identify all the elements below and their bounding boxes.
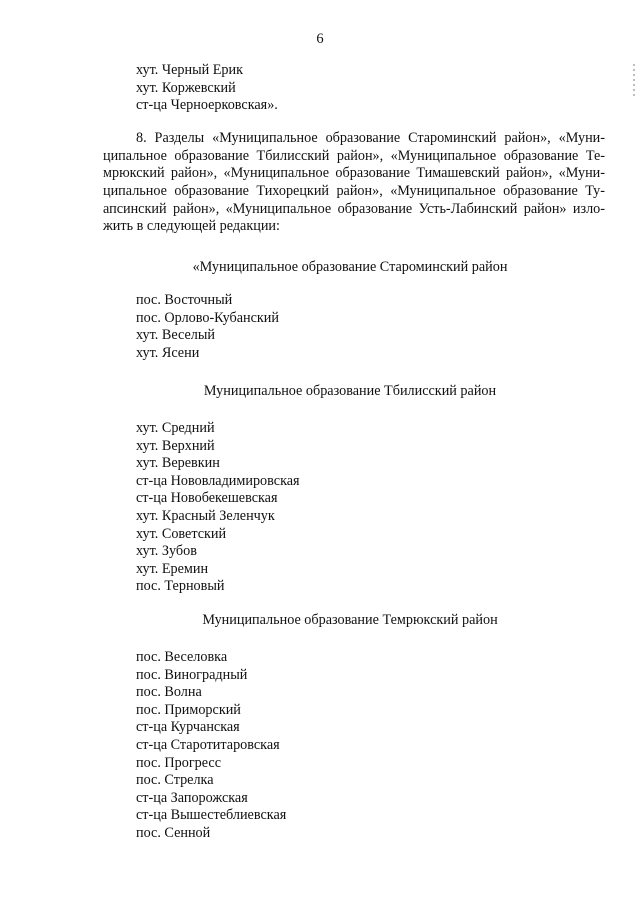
page-number: 6 (316, 31, 324, 47)
paragraph-line: ципальное образование Тбилисский район», «Муниципальное образование Те- (103, 147, 605, 164)
list-item: пос. Стрелка (136, 772, 214, 789)
list-item: пос. Веселовка (136, 649, 228, 665)
paragraph-line: 8. Разделы «Муниципальное образование Староминский район», «Муни- (136, 130, 605, 146)
margin-marks (633, 64, 636, 108)
list-item: хут. Ясени (136, 344, 200, 361)
list-item: ст-ца Курчанская (136, 719, 240, 736)
list-item: пос. Виноградный (136, 666, 248, 683)
list-item: пос. Сенной (136, 824, 211, 841)
list-item: хут. Черный Ерик (136, 62, 243, 78)
paragraph-line: апсинский район», «Муниципальное образование Усть-Лабинский район» изло- (103, 200, 605, 217)
list-item: ст-ца Нововладимировская (136, 472, 300, 489)
list-item: ст-ца Новобекешевская (136, 490, 278, 507)
list-item: пос. Прогресс (136, 754, 222, 771)
settlement-list-temryuksky (136, 649, 286, 843)
paragraph-line: ципальное образование Тихорецкий район», «Муниципальное образование Ту- (103, 183, 605, 200)
list-item: хут. Верхний (136, 437, 215, 454)
list-item: ст-ца Старотитаровская (136, 736, 280, 753)
section-heading-tbilissky: Муниципальное образование Тбилисский район (203, 383, 497, 399)
list-item: ст-ца Запорожская (136, 789, 248, 806)
list-item: пос. Терновый (136, 578, 225, 595)
list-item: хут. Еремин (136, 560, 209, 577)
list-item: пос. Восточный (136, 292, 233, 308)
amendment-paragraph (103, 130, 605, 236)
list-item: хут. Веревкин (136, 455, 220, 472)
list-item: ст-ца Вышестеблиевская (136, 807, 287, 824)
paragraph-line: мрюкский район», «Муниципальное образование Тимашевский район», «Муни- (103, 165, 605, 182)
list-item: ст-ца Черноерковская». (136, 97, 278, 114)
list-item: хут. Красный Зеленчук (136, 507, 275, 524)
list-item: хут. Советский (136, 525, 227, 542)
section-heading-starominsky: «Муниципальное образование Староминский район (192, 259, 508, 275)
list-item: хут. Зубов (136, 543, 197, 560)
list-item: пос. Орлово-Кубанский (136, 309, 279, 326)
list-item: пос. Приморский (136, 701, 241, 718)
list-item: пос. Волна (136, 684, 202, 701)
settlement-list-tbilissky (136, 420, 300, 596)
list-item: хут. Средний (136, 420, 215, 436)
section-heading-temryuksky: Муниципальное образование Темрюкский район (202, 612, 498, 628)
settlement-list-starominsky (136, 292, 279, 362)
paragraph-line: жить в следующей редакции: (103, 218, 280, 235)
intro-settlement-list (136, 62, 278, 115)
list-item: хут. Веселый (136, 327, 215, 344)
list-item: хут. Коржевский (136, 79, 236, 96)
